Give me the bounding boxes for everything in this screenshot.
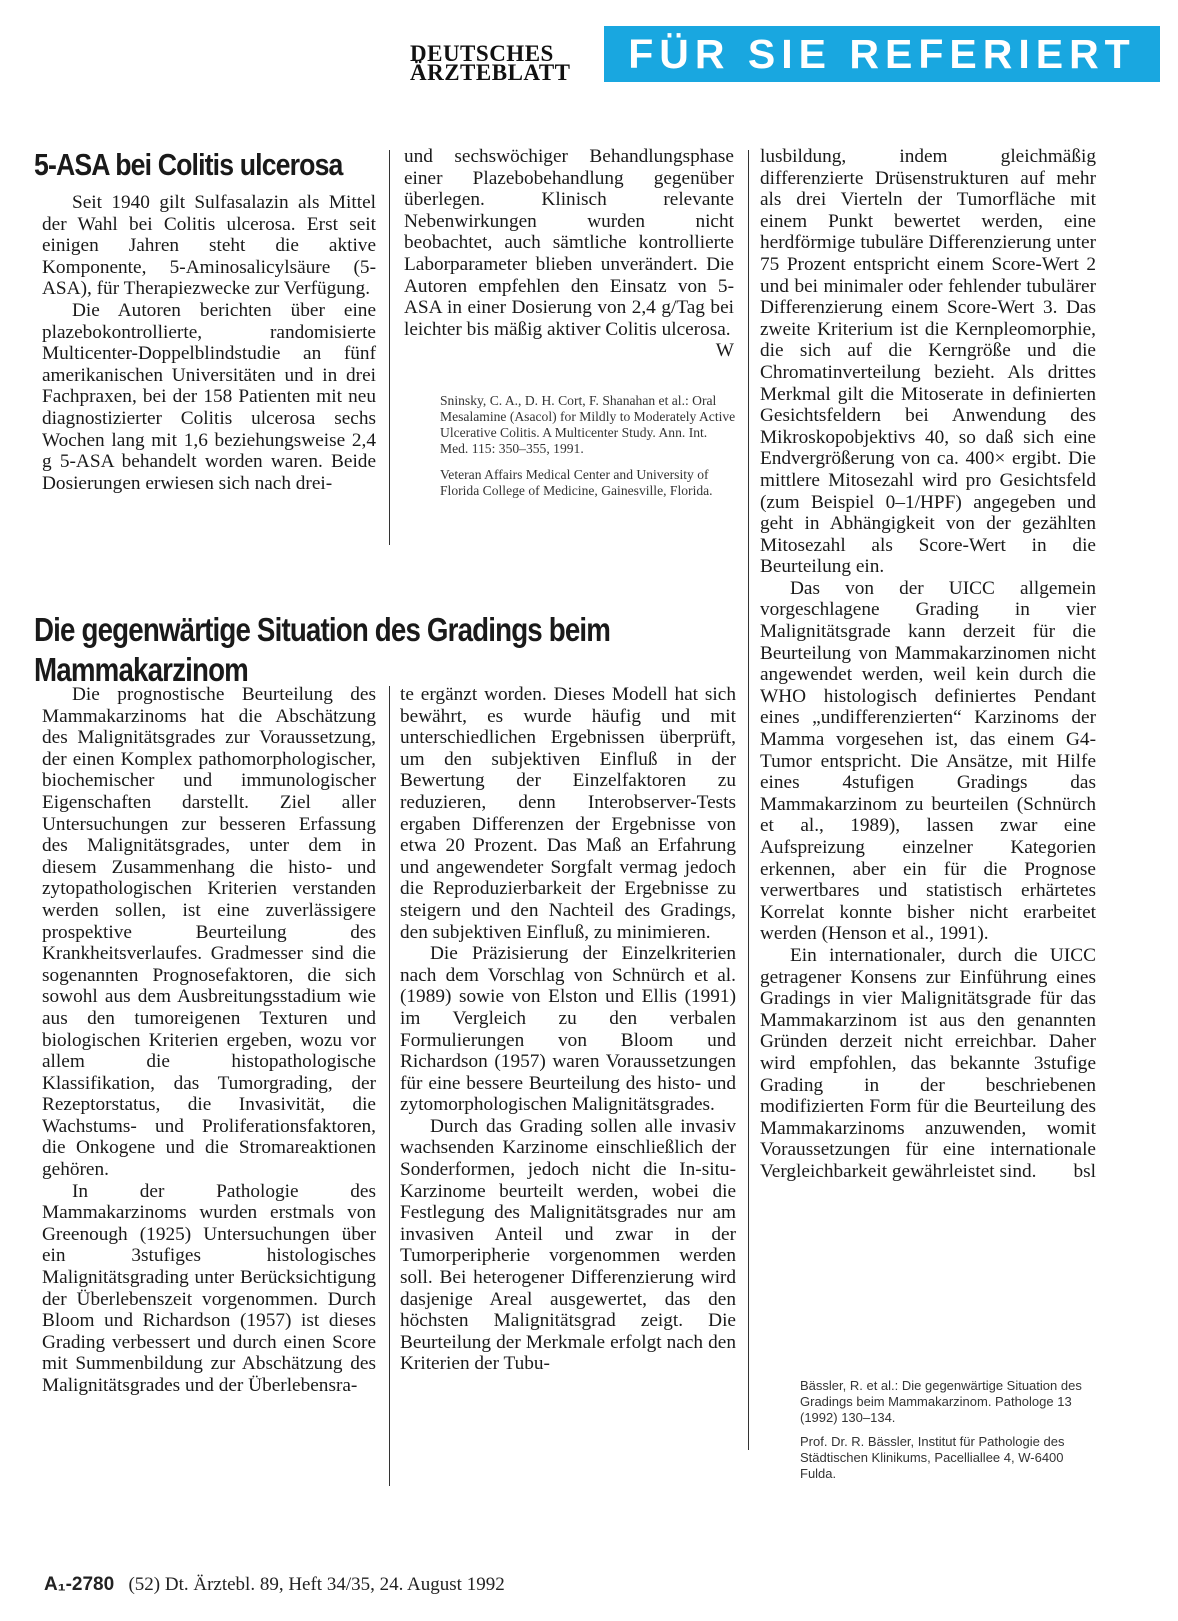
brand-line-1: DEUTSCHES bbox=[410, 41, 554, 66]
reference-citation: Bässler, R. et al.: Die gegenwärtige Situation des Gradings beim Mammakarzinom. Pathologe 13 (1992) 130–134. bbox=[800, 1378, 1082, 1425]
article-2-references bbox=[800, 1378, 1096, 1490]
paragraph: Die Autoren berichten über eine plazebokontrollierte, randomisierte Multicenter-Doppelblindstudie an fünf amerikanischen Universitäten und in drei Fachpraxen, bei der 158 Patienten mit neu diagnostizierter Colitis ulcerosa sechs Wochen lang mit 1,6 beziehungsweise 2,4 g 5-ASA behandelt worden waren. Beide Dosierungen erwiesen sich nach drei- bbox=[42, 299, 376, 494]
page-footer bbox=[44, 1574, 505, 1596]
article-1-title: 5-ASA bei Colitis ulcerosa bbox=[34, 147, 343, 182]
paragraph-text: und sechswöchiger Behandlungsphase einer Plazebobehandlung gegenüber überlegen. Klinisch relevante Nebenwirkungen wurden nicht beobachtet, auch sämtliche kontrollierte Laborparameter blieben unverändert. Die Autoren empfehlen den Einsatz von 5-ASA in einer Dosierung von 2,4 g/Tag bei leichter bis mäßig aktiver Colitis ulcerosa. bbox=[404, 146, 734, 340]
paragraph bbox=[404, 146, 734, 362]
article-2-column-2 bbox=[400, 684, 736, 1375]
paragraph: Durch das Grading sollen alle invasiv wachsenden Karzinome einschließlich der Sonderformen, jedoch nicht die In-situ-Karzinome beurteilt werden, wobei die Festlegung des Malignitätsgrades nur am invasiven Anteil und zwar in der Tumorperipherie vorgenommen werden soll. Bei heterogener Differenzierung wird dasjenige Areal ausgewertet, das den höchsten Malignitätsgrad zeigt. Die Beurteilung der Merkmale erfolgt nach den Kriterien der Tubu- bbox=[400, 1115, 736, 1375]
paragraph bbox=[760, 945, 1096, 1183]
footer-citation: (52) Dt. Ärztebl. 89, Heft 34/35, 24. August 1992 bbox=[128, 1574, 505, 1595]
paragraph: Das von der UICC allgemein vorgeschlagene Grading in vier Malignitätsgrade kann derzeit für die Beurteilung von Mammakarzinomen nicht angewendet werden, weil kein durch die WHO histologisch definiertes Pendant eines „undifferenzierten“ Karzinoms der Mamma vorgesehen ist, das einem G4-Tumor entspricht. Die Ansätze, mit Hilfe eines 4stufigen Gradings das Mammakarzinom zu beurteilen (Schnürch et al., 1989), lassen zwar eine Aufspreizung einzelner Kategorien erkennen, aber ein für die Prognose verwertbares und statistisch erhärtetes Korrelat konnte bisher nicht erarbeitet werden (Henson et al., 1991). bbox=[760, 577, 1096, 945]
article-2-column-3 bbox=[760, 146, 1096, 1183]
column-divider bbox=[389, 686, 390, 1486]
article-2-column-1 bbox=[42, 684, 376, 1397]
paragraph: In der Pathologie des Mammakarzinoms wurden erstmals von Greenough (1925) Untersuchungen über ein 3stufiges histologisches Malignitätsgrading unter Berücksichtigung der Überlebenszeit vorgenommen. Durch Bloom und Richardson (1957) ist dieses Grading verbessert und durch einen Score mit Summenbildung zur Abschätzung des Malignitätsgrades und der Überlebensra- bbox=[42, 1180, 376, 1396]
article-1-references bbox=[440, 393, 736, 509]
column-divider bbox=[389, 150, 390, 545]
reference-institution: Prof. Dr. R. Bässler, Institut für Pathologie des Städtischen Klinikums, Pacelliallee 4, W-6400 Fulda. bbox=[800, 1434, 1065, 1481]
paragraph-text: Ein internationaler, durch die UICC getragener Konsens zur Einführung eines Gradings in vier Malignitätsgrade für das Mammakarzinom ist aus den genannten Gründen derzeit nicht erreichbar. Daher wird empfohlen, das bekannte 3stufige Grading in der beschriebenen modifizierten Form für die Beurteilung des Mammakarzinoms anzuwenden, womit Voraussetzungen für eine internationale Vergleichbarkeit gewährleistet sind. bbox=[760, 944, 1096, 1182]
paragraph: Die prognostische Beurteilung des Mammakarzinoms hat die Abschätzung des Malignitätsgrades zur Voraussetzung, der einen Komplex pathomorphologischer, biochemischer und immunologischer Eigenschaften darstellt. Ziel aller Untersuchungen zur besseren Erfassung des Malignitätsgrades, unter dem in diesem Zusammenhang die histo- und zytopathologischen Kriterien verstanden werden sollen, ist eine zuverlässigere prospektive Beurteilung des Krankheitsverlaufes. Gradmesser sind die sogenannten Prognosefaktoren, die sich sowohl aus dem Ausbreitungsstadium wie aus den tumoreigenen Texturen und biologischen Kriterien ergeben, wozu vor allem die histopathologische Klassifikation, das Tumorgrading, der Rezeptorstatus, die Invasivität, die Wachstums- und Proliferationsfaktoren, die Onkogene und die Stromareaktionen gehören. bbox=[42, 684, 376, 1181]
page-id: A₁-2780 bbox=[44, 1574, 115, 1595]
section-banner: FÜR SIE REFERIERT bbox=[604, 26, 1160, 82]
author-signature: bsl bbox=[1073, 1160, 1096, 1182]
column-divider bbox=[748, 150, 749, 1450]
author-signature: W bbox=[715, 340, 734, 362]
brand-line-2: ÄRZTEBLATT bbox=[410, 60, 571, 85]
paragraph: Die Präzisierung der Einzelkriterien nach dem Vorschlag von Schnürch et al. (1989) sowie von Elston und Ellis (1991) im Vergleich zu den verbalen Formulierungen von Bloom und Richardson (1957) waren Voraussetzungen für eine bessere Beurteilung des histo- und zytomorphologischen Malignitätsgrades. bbox=[400, 943, 736, 1116]
paragraph: Seit 1940 gilt Sulfasalazin als Mittel der Wahl bei Colitis ulcerosa. Erst seit einigen Jahren steht die aktive Komponente, 5-Aminosalicylsäure (5-ASA), für Therapiezwecke zur Verfügung. bbox=[42, 192, 376, 300]
article-1-column-2 bbox=[404, 146, 734, 362]
article-1-column-1 bbox=[42, 192, 376, 494]
paragraph: te ergänzt worden. Dieses Modell hat sich bewährt, es wurde häufig und mit unterschiedlichen Ergebnissen überprüft, um den subjektiven Einfluß in der Bewertung der Einzelfaktoren zu reduzieren, denn Interobserver-Tests ergaben Differenzen der Ergebnisse von etwa 20 Prozent. Das Maß an Erfahrung und angewendeter Sorgfalt vermag jedoch die Reproduzierbarkeit der Ergebnisse zu steigern und den Nachteil des Gradings, den subjektiven Einfluß, zu minimieren. bbox=[400, 684, 736, 943]
article-2-title: Die gegenwärtige Situation des Gradings beim Mammakarzinom bbox=[34, 611, 611, 688]
paragraph: lusbildung, indem gleichmäßig differenzierte Drüsenstrukturen auf mehr als drei Vierteln der Tumorfläche mit einem Punkt bewertet werden, eine herdförmige tubuläre Differenzierung unter 75 Prozent entspricht einem Score-Wert 2 und bei minimaler oder fehlender tubulärer Differenzierung einem Score-Wert 3. Das zweite Kriterium ist die Kernpleomorphie, die sich auf die Kerngröße und die Chromatinverteilung bezieht. Als drittes Merkmal gilt die Mitoserate in definierten Gesichtsfeldern bei Anwendung des Mikroskopobjektivs 40, so daß sich eine Endvergrößerung von ca. 400× ergibt. Die mittlere Mitosezahl wird pro Gesichtsfeld (zum Beispiel 0–1/HPF) angegeben und geht in Abhängigkeit von der gezählten Mitosezahl als Score-Wert in die Beurteilung ein. bbox=[760, 146, 1096, 578]
journal-brand bbox=[410, 41, 582, 85]
reference-institution: Veteran Affairs Medical Center and University of Florida College of Medicine, Gainesville, Florida. bbox=[440, 467, 713, 498]
reference-citation: Sninsky, C. A., D. H. Cort, F. Shanahan et al.: Oral Mesalamine (Asacol) for Mildly to Moderately Active Ulcerative Colitis. A Multicenter Study. Ann. Int. Med. 115: 350–355, 1991. bbox=[440, 393, 736, 456]
